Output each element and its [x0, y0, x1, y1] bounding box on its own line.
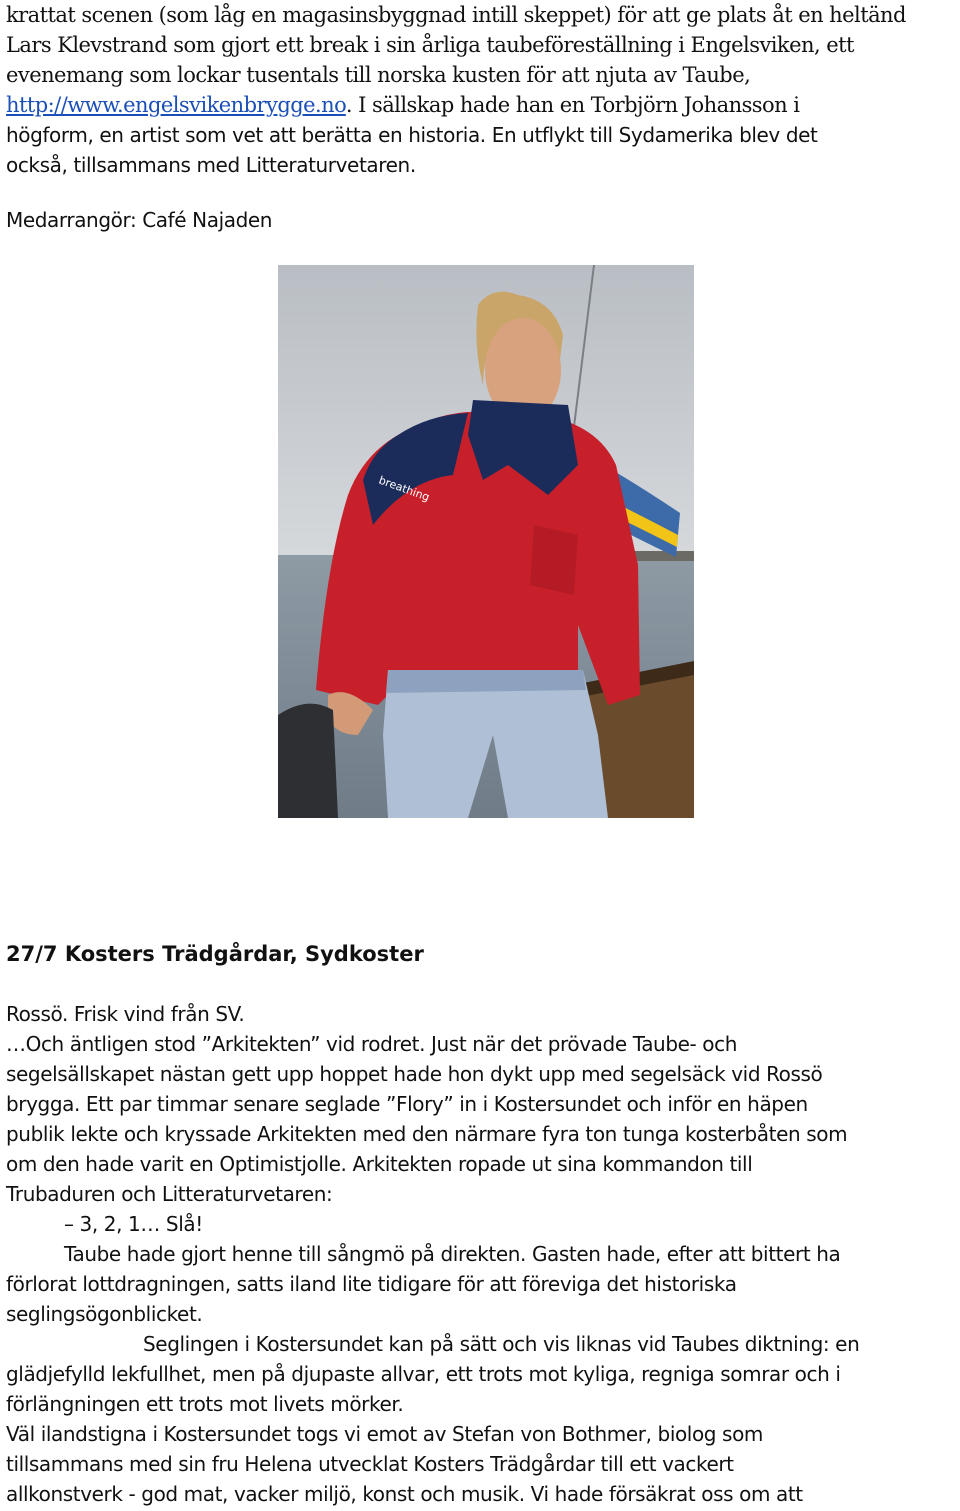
text-line: Rossö. Frisk vind från SV. [6, 1002, 245, 1026]
sailing-photo [278, 265, 694, 818]
text-line: Väl ilandstigna i Kostersundet togs vi emot av Stefan von Bothmer, biolog som [6, 1422, 763, 1446]
text-line: också, tillsammans med Litteraturvetaren. [6, 153, 416, 177]
dialogue-line: – 3, 2, 1… Slå! [64, 1212, 203, 1236]
text-line: Lars Klevstrand som gjort ett break i sin årliga taubeföreställning i Engelsviken, ett [6, 33, 854, 57]
text-line: publik lekte och kryssade Arkitekten med den närmare fyra ton tunga kosterbåten som [6, 1122, 848, 1146]
sailing-photo-drawing [278, 265, 694, 818]
text-line: glädjefylld lekfullhet, men på djupaste allvar, ett trots mot kyliga, regniga somrar och i [6, 1362, 841, 1386]
text-line [6, 90, 906, 120]
trousers-shade [386, 670, 586, 693]
text-line: krattat scenen (som låg en magasinsbyggnad intill skeppet) för att ge plats åt en heltänd [6, 3, 906, 27]
section-block [6, 939, 956, 1509]
engelsviken-link[interactable]: http://www.engelsvikenbrygge.no [6, 93, 346, 117]
text-line: Trubaduren och Litteraturvetaren: [6, 1182, 333, 1206]
text-line: seglingsögonblicket. [6, 1302, 203, 1326]
intro-paragraph [6, 0, 906, 180]
text-line: tillsammans med sin fru Helena utvecklat Kosters Trädgårdar till ett vackert [6, 1452, 734, 1476]
text-line: förlängningen ett trots mot livets mörker. [6, 1392, 404, 1416]
text-line: brygga. Ett par timmar senare seglade ”Flory” in i Kostersundet och inför en häpen [6, 1092, 808, 1116]
text-line: Taube hade gjort henne till sångmö på direkten. Gasten hade, efter att bittert ha [64, 1242, 841, 1266]
text-line: …Och äntligen stod ”Arkitekten” vid rodret. Just när det prövade Taube- och [6, 1032, 738, 1056]
bag [278, 704, 338, 818]
text-line: allkonstverk - god mat, vacker miljö, konst och musik. Vi hade försäkrat oss om att [6, 1482, 803, 1506]
section-heading: 27/7 Kosters Trädgårdar, Sydkoster [6, 942, 424, 966]
text-line: förlorat lottdragningen, satts iland lite tidigare för att föreviga det historiska [6, 1272, 737, 1296]
co-organizer-text: Medarrangör: Café Najaden [6, 208, 273, 232]
text-line: evenemang som lockar tusentals till norska kusten för att njuta av Taube, [6, 63, 751, 87]
text-line: högform, en artist som vet att berätta en historia. En utflykt till Sydamerika blev det [6, 123, 818, 147]
text-segment: . I sällskap hade han en Torbjörn Johansson i [345, 93, 800, 117]
text-line: om den hade varit en Optimistjolle. Arkitekten ropade ut sina kommandon till [6, 1152, 753, 1176]
text-line: Seglingen i Kostersundet kan på sätt och vis liknas vid Taubes diktning: en [143, 1332, 860, 1356]
jacket-pocket [530, 525, 578, 595]
jacket-brand-text: breathing [376, 473, 432, 504]
text-line: segelsällskapet nästan gett upp hoppet hade hon dykt upp med segelsäck vid Rossö [6, 1062, 823, 1086]
